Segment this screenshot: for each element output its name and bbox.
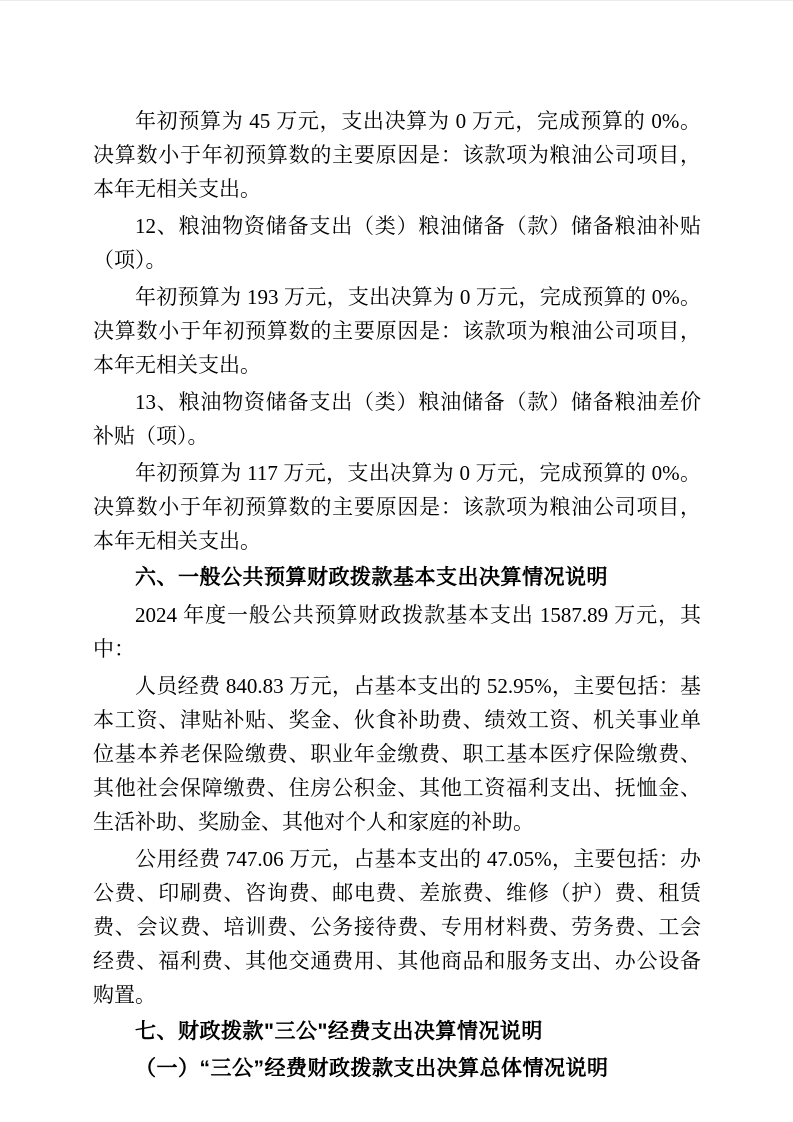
paragraph-budget-117: 年初预算为 117 万元，支出决算为 0 万元，完成预算的 0%。决算数小于年初预算数的主要原因是：该款项为粮油公司项目，本年无相关支出。 <box>93 461 701 553</box>
paragraph-budget-193: 年初预算为 193 万元，支出决算为 0 万元，完成预算的 0%。决算数小于年初预算数的主要原因是：该款项为粮油公司项目，本年无相关支出。 <box>93 285 701 377</box>
subsection-heading-one: （一）“三公”经费财政拨款支出决算总体情况说明 <box>135 1057 609 1080</box>
paragraph-personnel-funds: 人员经费 840.83 万元，占基本支出的 52.95%，主要包括：基本工资、津贴补贴、奖金、伙食补助费、绩效工资、机关事业单位基本养老保险缴费、职业年金缴费、职工基本医疗保险缴费、其他社会保障缴费、住房公积金、其他工资福利支出、抚恤金、生活补助、奖励金、其他对个人和家庭的补助。 <box>93 674 701 834</box>
paragraph-budget-45: 年初预算为 45 万元，支出决算为 0 万元，完成预算的 0%。决算数小于年初预算数的主要原因是：该款项为粮油公司项目，本年无相关支出。 <box>93 109 701 201</box>
section-heading-six: 六、一般公共预算财政拨款基本支出决算情况说明 <box>135 566 608 589</box>
paragraph-item-13: 13、粮油物资储备支出（类）粮油储备（款）储备粮油差价补贴（项）。 <box>93 390 701 448</box>
paragraph-basic-expenditure: 2024 年度一般公共预算财政拨款基本支出 1587.89 万元，其中： <box>93 603 701 661</box>
paragraph-item-12: 12、粮油物资储备支出（类）粮油储备（款）储备粮油补贴（项）。 <box>93 214 701 272</box>
section-heading-seven: 七、财政拨款"三公"经费支出决算情况说明 <box>135 1020 543 1043</box>
paragraph-public-funds: 公用经费 747.06 万元，占基本支出的 47.05%，主要包括：办公费、印刷费、咨询费、邮电费、差旅费、维修（护）费、租赁费、会议费、培训费、公务接待费、专用材料费、劳务费、工会经费、福利费、其他交通费用、其他商品和服务支出、办公设备购置。 <box>93 847 701 1007</box>
